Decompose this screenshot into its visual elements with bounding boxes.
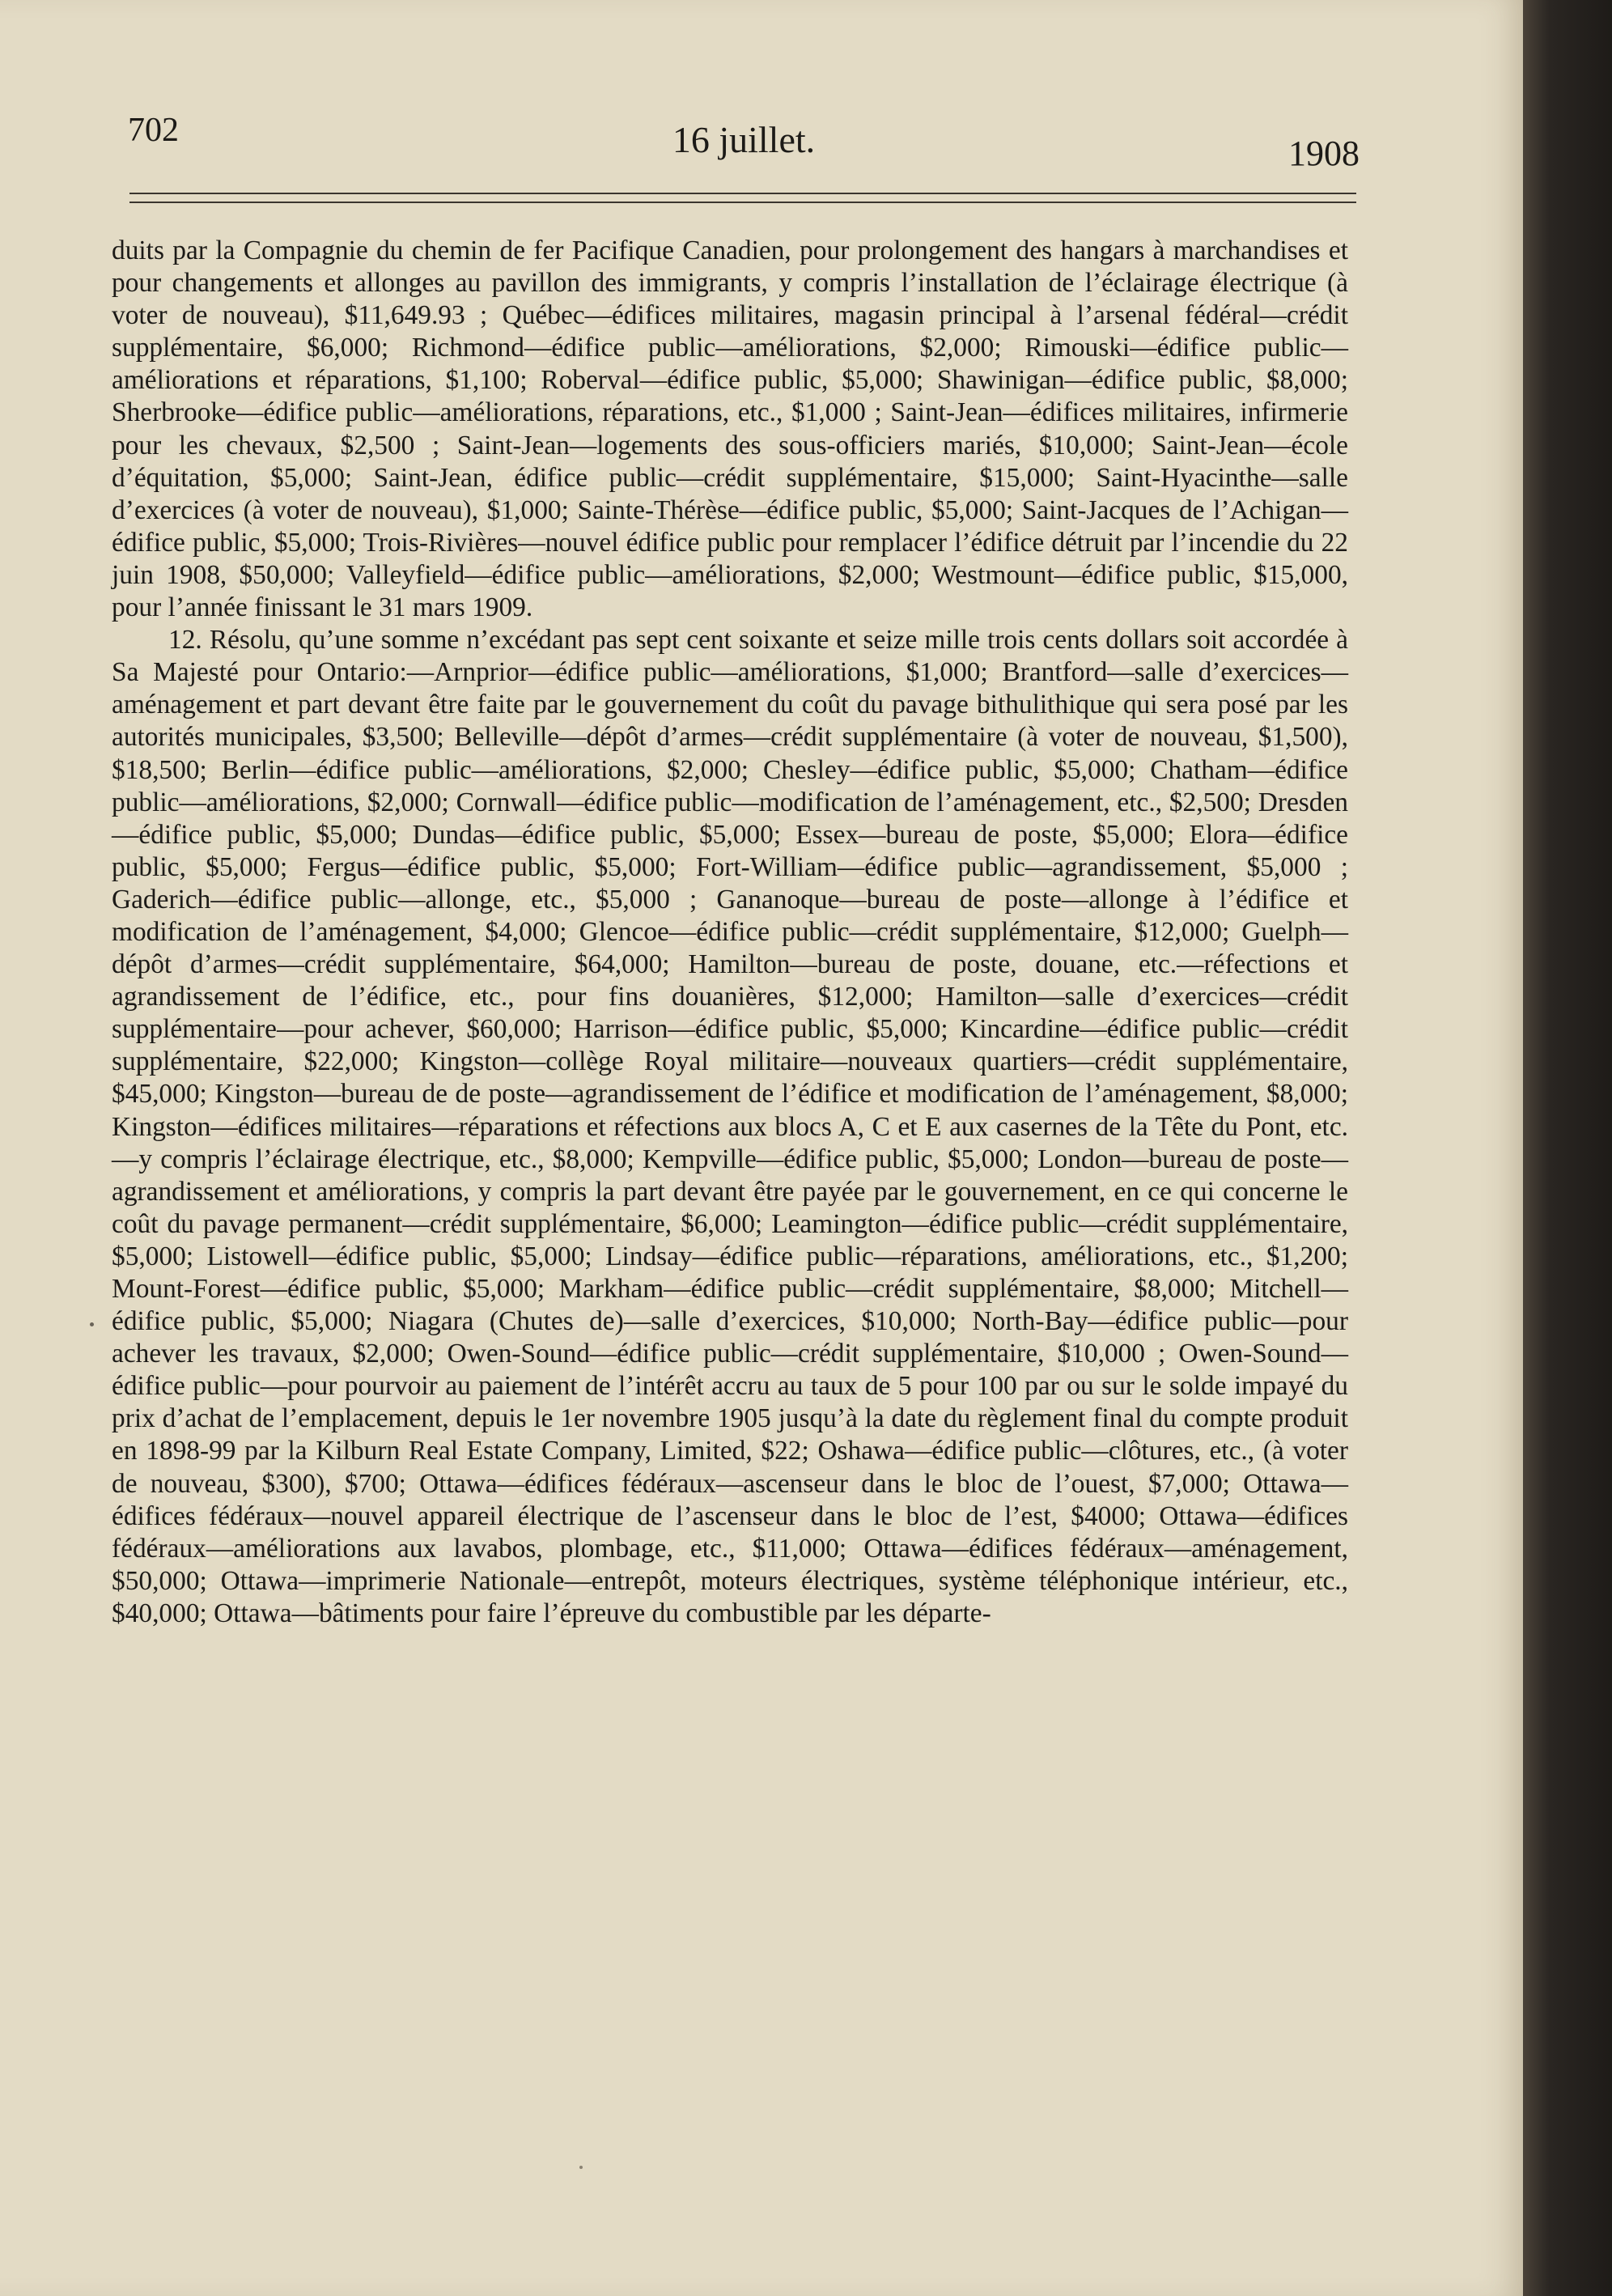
running-head-date: 16 juillet. — [672, 119, 816, 160]
page-number: 702 — [128, 112, 179, 149]
paragraph-12-ontario: 12. Résolu, qu’une somme n’excédant pas sept cent soixante et seize mille trois cents dollars soit accordée à Sa Majesté pour Ontario:—Arnprior—édifice public—améliorations, $1,000; Brantford—salle d’exercices—aménagement et part devant être faite par le gouvernement du coût du pavage bithulithique qui sera posé par les autorités municipales, $3,500; Belleville—dépôt d’armes—crédit supplémentaire (à voter de nouveau, $1,500), $18,500; Berlin—édifice public—améliorations, $2,000; Chesley—édifice public, $5,000; Chatham—édifice public—améliorations, $2,000; Cornwall—édifice public—modification de l’aménagement, etc., $2,500; Dresden—édifice public, $5,000; Dundas—édifice public, $5,000; Essex—bureau de poste, $5,000; Elora—édifice public, $5,000; Fergus—édifice public, $5,000; Fort-William—édifice public—agrandissement, $5,000 ; Gaderich—édifice public—allonge, etc., $5,000 ; Gananoque—bureau de poste—allonge à l’édifice et modification de l’aménagement, $4,000; Glencoe—édifice public—crédit supplémentaire, $12,000; Guelph—dépôt d’armes—crédit supplémentaire, $64,000; Hamilton—bureau de poste, douane, etc.—réfections et agrandissement de l’édifice, etc., pour fins douanières, $12,000; Hamilton—salle d’exercices—crédit supplémentaire—pour achever, $60,000; Harrison—édifice public, $5,000; Kincardine—édifice public—crédit supplémentaire, $22,000; Kingston—collège Royal militaire—nouveaux quartiers—crédit supplémentaire, $45,000; Kingston—bureau de de poste—agrandissement de l’édifice et modification de l’aménagement, $8,000; Kingston—édifices militaires—réparations et réfections aux blocs A, C et E aux casernes de la Tête du Pont, etc.—y compris l’éclairage électrique, etc., $8,000; Kempville—édifice public, $5,000; London—bureau de poste—agrandissement et améliorations, y compris la part devant être payée par le gouvernement, en ce qui concerne le coût du pavage permanent—crédit supplémentaire, $6,000; Leamington—édifice public—crédit supplémentaire, $5,000; Listowell—édifice public, $5,000; Lindsay—édifice public—réparations, améliorations, etc., $1,200; Mount-Forest—édifice public, $5,000; Markham—édifice public—crédit supplémentaire, $8,000; Mitchell—édifice public, $5,000; Niagara (Chutes de)—salle d’exercices, $10,000; North-Bay—édifice public—pour achever les travaux, $2,000; Owen-Sound—édifice public—crédit supplémentaire, $10,000 ; Owen-Sound—édifice public—pour pourvoir au paiement de l’intérêt accru au taux de 5 pour 100 par ou sur le solde impayé du prix d’achat de l’emplacement, depuis le 1er novembre 1905 jusqu’à la date du règlement final du compte produit en 1898-99 par la Kilburn Real Estate Company, Limited, $22; Oshawa—édifice public—clôtures, etc., (à voter de nouveau, $300), $700; Ottawa—édifices fédéraux—ascenseur dans le bloc de l’ouest, $7,000; Ottawa—édifices fédéraux—nouvel appareil électrique de l’ascenseur dans le bloc de l’est, $4000; Ottawa—édifices fédéraux—améliorations aux lavabos, plombage, etc., $11,000; Ottawa—édifices fédéraux—aménagement, $50,000; Ottawa—imprimerie Nationale—entrepôt, moteurs électriques, système téléphonique intérieur, etc., $40,000; Ottawa—bâtiments pour faire l’épreuve du combustible par les départe- — [112, 625, 1348, 1628]
running-head-year: 1908 — [1288, 134, 1360, 173]
margin-speck — [90, 1322, 94, 1326]
header-rule — [129, 193, 1356, 203]
book-gutter-edge — [1523, 0, 1612, 2296]
footer-speck — [579, 2166, 583, 2169]
paragraph-quebec-continuation: duits par la Compagnie du chemin de fer Pacifique Canadien, pour prolongement des hangars à marchandises et pour changements et allonges au pavillon des immigrants, y compris l’installation de l’éclairage électrique (à voter de nouveau), $11,649.93 ; Québec—édifices militaires, magasin principal à l’arsenal fédéral—crédit supplémentaire, $6,000; Richmond—édifice public—améliorations, $2,000; Rimouski—édifice public—améliorations et réparations, $1,100; Roberval—édifice public, $5,000; Shawinigan—édifice public, $8,000; Sherbrooke—édifice public—améliorations, réparations, etc., $1,000 ; Saint-Jean—édifices militaires, infirmerie pour les chevaux, $2,500 ; Saint-Jean—logements des sous-officiers mariés, $10,000; Saint-Jean—école d’équitation, $5,000; Saint-Jean, édifice public—crédit supplémentaire, $15,000; Saint-Hyacinthe—salle d’exercices (à voter de nouveau), $1,000; Sainte-Thérèse—édifice public, $5,000; Saint-Jacques de l’Achigan—édifice public, $5,000; Trois-Rivières—nouvel édifice public pour remplacer l’édifice détruit par l’incendie du 22 juin 1908, $50,000; Valleyfield—édifice public—améliorations, $2,000; Westmount—édifice public, $15,000, pour l’année finissant le 31 mars 1909. — [112, 236, 1348, 623]
running-head — [128, 107, 1360, 173]
body-text — [112, 235, 1348, 1630]
